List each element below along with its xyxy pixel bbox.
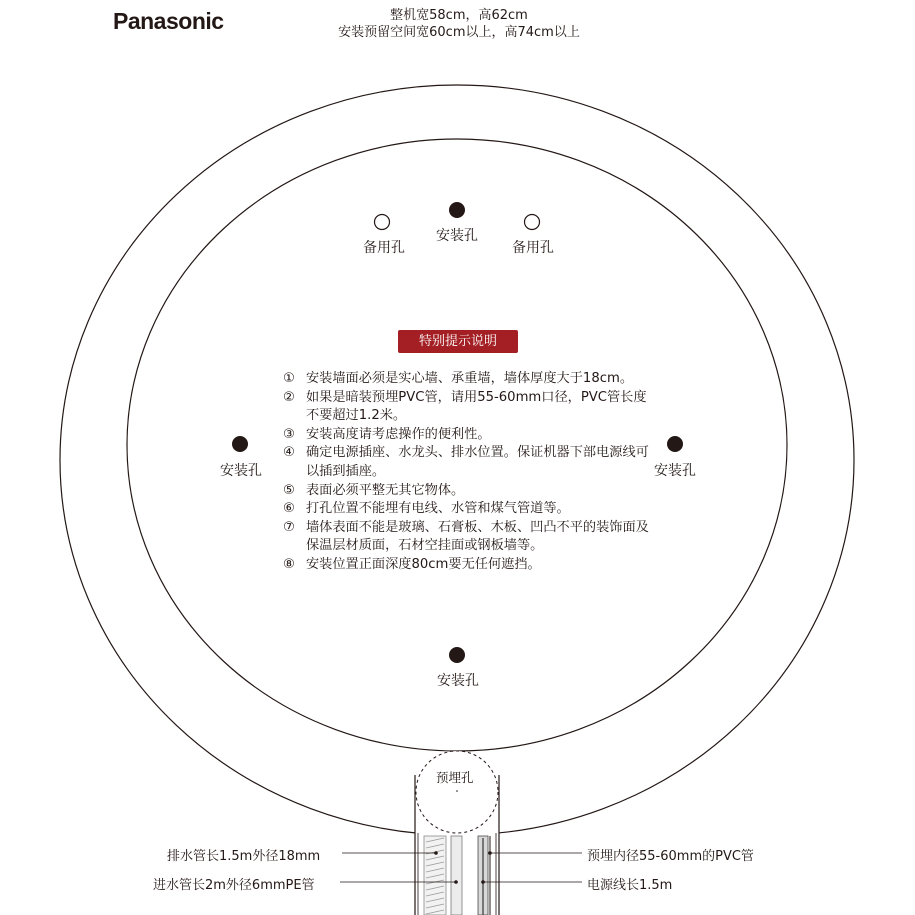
panasonic-logo: Panasonic [113,8,224,34]
mount-hole-bottom [449,647,465,663]
spare-hole-right-label: 备用孔 [512,240,554,256]
notice-item [283,444,653,481]
mount-hole-right-label: 安装孔 [654,463,696,479]
notice-item-number: ③ [283,426,295,442]
notice-item [283,556,653,575]
notice-item-number: ⑦ [283,519,295,535]
dimension-size: 整机宽58cm，高62cm [390,8,528,23]
pre-buried-hole-label: 预埋孔 [436,770,474,785]
notice-item [283,500,653,519]
notice-item [283,389,653,426]
spare-hole-left [375,215,390,230]
power-cord-label: 电源线长1.5m [587,878,673,893]
pvc-pipe-label: 预埋内径55-60mm的PVC管 [587,849,754,864]
notice-item-text: 表面必须平整无其它物体。 [306,482,465,498]
dimension-clearance: 安装预留空间宽60cm以上，高74cm以上 [338,25,580,40]
notice-item [283,482,653,501]
notice-item-text: 打孔位置不能埋有电线、水管和煤气管道等。 [306,501,570,517]
notice-item-text: 如果是暗装预埋PVC管，请用55-60mm口径，PVC管长度不要超过1.2米。 [306,389,647,424]
pre-buried-center-dot [456,790,458,792]
mount-hole-bottom-label: 安装孔 [437,673,479,689]
drain-hose-label: 排水管长1.5m外径18mm [167,849,321,864]
drain-hose-leader-dot [434,851,438,855]
mount-hole-top [449,202,465,218]
pvc-pipe-leader-dot [488,851,492,855]
mount-hole-left-label: 安装孔 [220,463,262,479]
notice-item-number: ② [283,389,295,405]
notice-item-number: ④ [283,445,295,461]
notice-item-text: 确定电源插座、水龙头、排水位置。保证机器下部电源线可以插到插座。 [306,445,649,479]
notice-item [283,370,653,389]
power-cord-leader-dot [481,880,485,884]
spare-hole-left-label: 备用孔 [363,240,405,256]
notice-item [283,426,653,445]
mount-hole-top-label: 安装孔 [436,228,478,244]
notice-item [283,519,653,556]
notice-list [283,370,653,575]
spare-hole-right [525,215,540,230]
inlet-hose-label: 进水管长2m外径6mmPE管 [153,878,315,893]
notice-item-text: 安装墙面必须是实心墙、承重墙，墙体厚度大于18cm。 [306,371,634,386]
notice-item-text: 墙体表面不能是玻璃、石膏板、木板、凹凸不平的装饰面及保温层材质面，石材空挂面或钢板墙等。 [306,519,649,554]
notice-title-banner: 特别提示说明 [398,330,518,353]
pre-buried-hole [416,751,498,833]
mount-hole-right [667,436,683,452]
notice-item-text: 安装位置正面深度80cm要无任何遮挡。 [306,556,541,572]
notice-item-number: ① [283,371,295,386]
notice-item-text: 安装高度请考虑操作的便利性。 [306,426,491,442]
notice-item-number: ⑥ [283,501,295,517]
inlet-hose-leader-dot [454,880,458,884]
notice-item-number: ⑤ [283,482,295,498]
inlet-hose [451,836,462,915]
mount-hole-left [232,436,248,452]
notice-item-number: ⑧ [283,556,295,572]
